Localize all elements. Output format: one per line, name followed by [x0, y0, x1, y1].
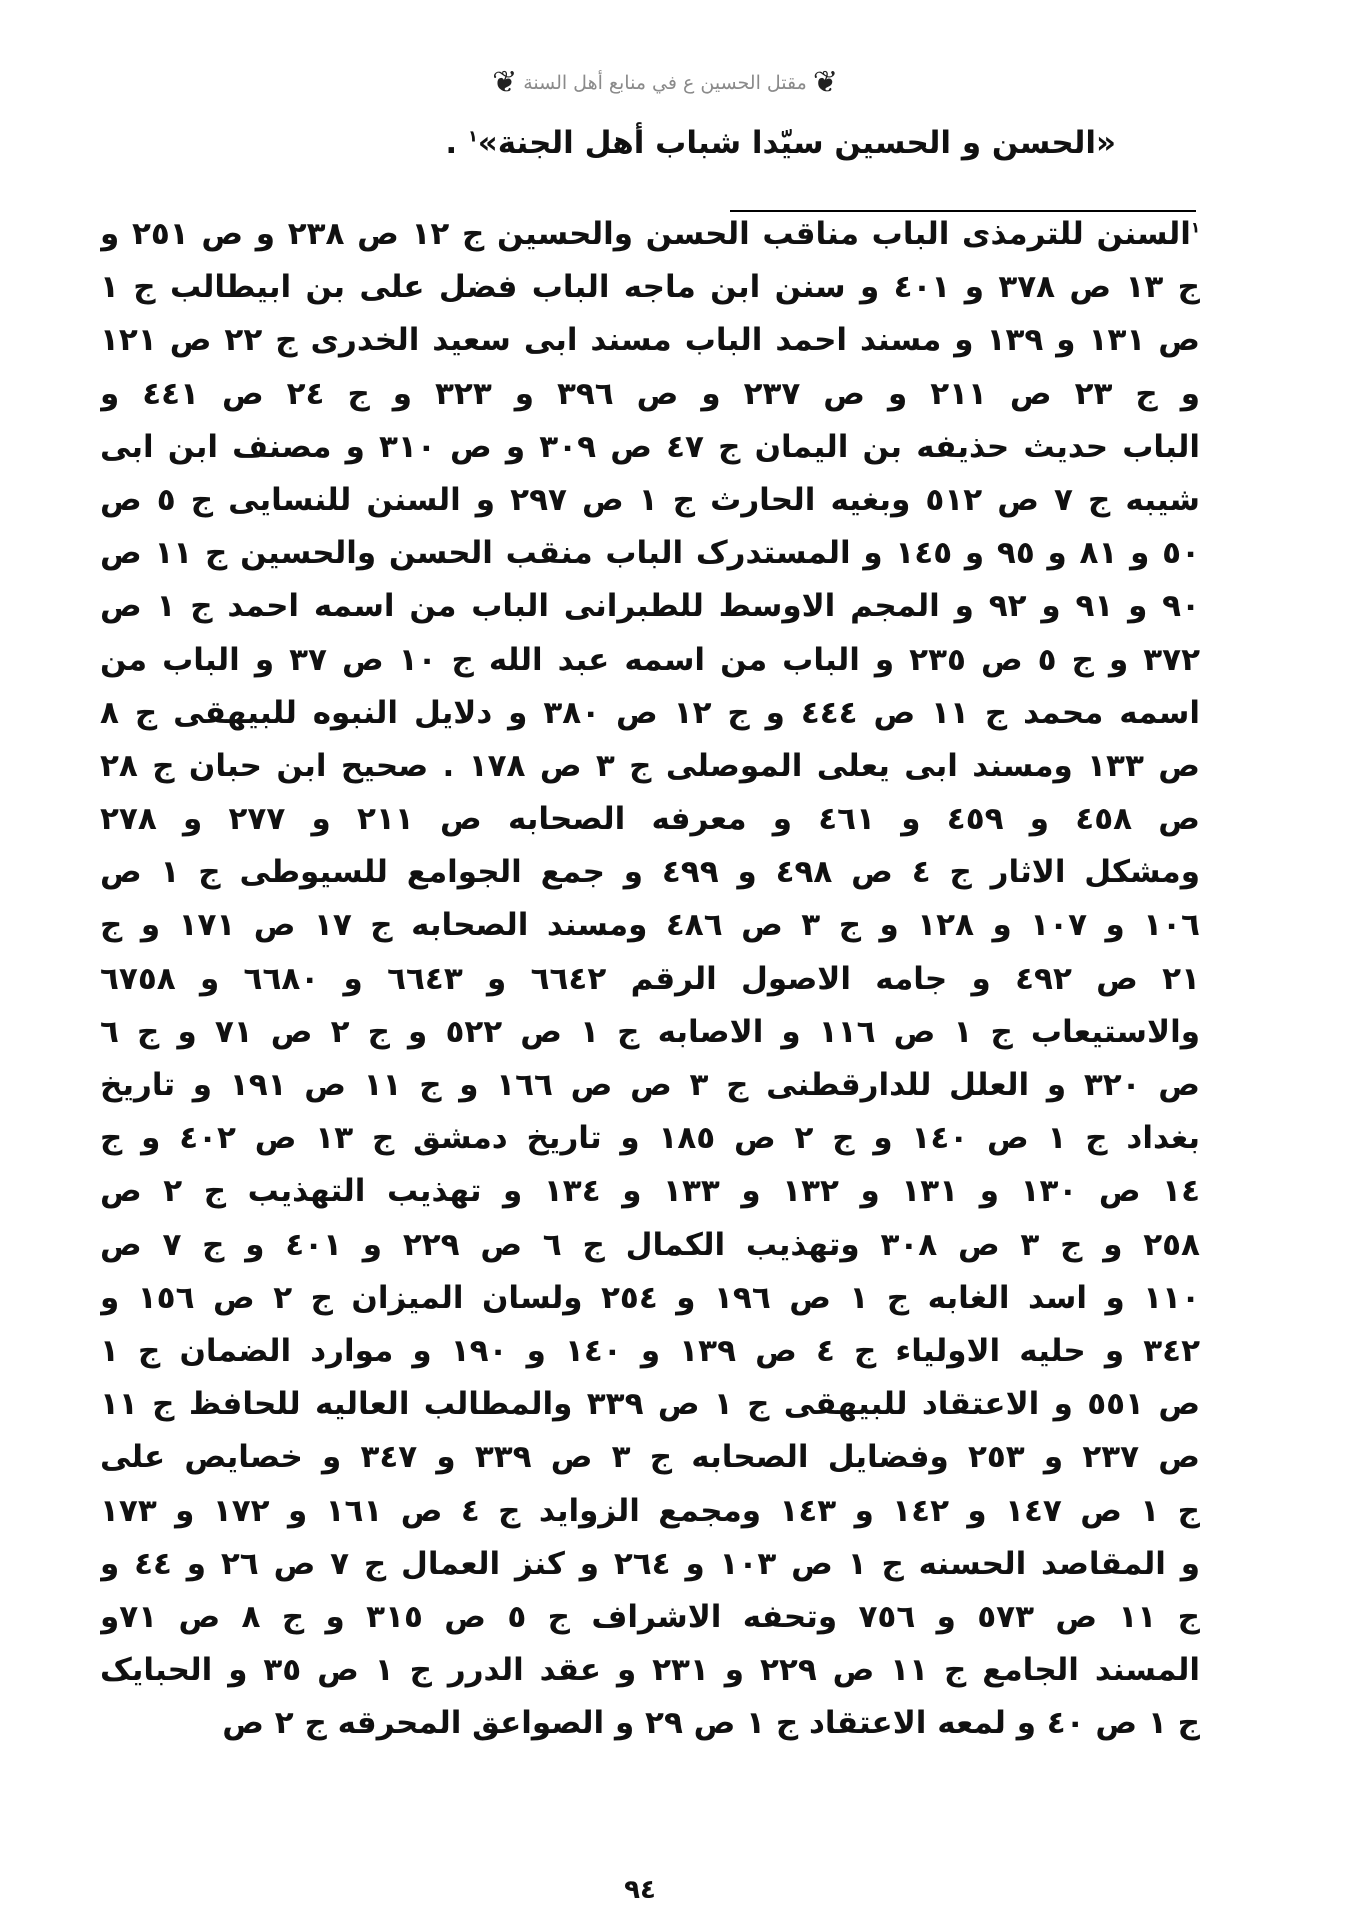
- footnote-line-text: ٩٠ و ٩١ و ٩٢ و المجم الاوسط للطبرانی الباب من اسمه احمد ج ١ ص: [100, 588, 1200, 625]
- footnote-line-text: ج ١ ص ٤٠ و لمعه الاعتقاد ج ١ ص ٢٩ و الصواعق المحرقه ج ٢ ص: [222, 1705, 1200, 1742]
- arabesque-ornament-icon: ❦: [492, 65, 518, 100]
- footnote-block: [100, 208, 1200, 1750]
- footnote-line: [100, 1059, 1200, 1112]
- footnote-line: [100, 1644, 1200, 1697]
- footnote-line-text: ١١٠ و اسد الغابه ج ١ ص ١٩٦ و ٢٥٤ ولسان المیزان ج ٢ ص ١٥٦ و: [100, 1279, 1200, 1316]
- footnote-line: [100, 1697, 1200, 1750]
- footnote-line-text: الباب حدیث حذیفه بن الیمان ج ٤٧ ص ٣٠٩ و ص ٣١٠ و مصنف ابن ابی: [100, 428, 1200, 465]
- footnote-reference: ١: [467, 126, 478, 146]
- footnote-line-text: السنن للترمذی الباب مناقب الحسن والحسین ج ١٢ ص ٢٣٨ و ص ٢٥١ و: [100, 216, 1191, 252]
- footnote-line-text: بغداد ج ١ ص ١٤٠ و ج ٢ ص ١٨٥ و تاریخ دمشق ج ١٣ ص ٤٠٢ و ج: [100, 1120, 1200, 1157]
- footnote-line: [100, 527, 1200, 580]
- running-header-title: مقتل الحسين ع في منابع أهل السنة: [523, 72, 807, 94]
- running-header: [430, 64, 900, 102]
- footnote-line: [100, 1431, 1200, 1484]
- footnote-line: [100, 1378, 1200, 1431]
- footnote-line-text: ص ٢٣٧ و ٢٥٣ وفضایل الصحابه ج ٣ ص ٣٣٩ و ٣٤٧ و خصایص علی: [100, 1439, 1200, 1476]
- hadith-quote: «الحسن و الحسين سيّدا شباب أهل الجنة»: [477, 125, 1116, 161]
- footnote-line-text: ص ٣٢٠ و العلل للدارقطنی ج ٣ ص ص ١٦٦ و ج ١١ ص ١٩١ و تاریخ: [100, 1067, 1200, 1103]
- footnote-line-text: ص ٥٥١ و الاعتقاد للبیهقی ج ١ ص ٣٣٩ والمطالب العالیه للحافظ ج ١١: [100, 1386, 1200, 1423]
- footnote-line: [100, 1112, 1200, 1165]
- footnote-line: [100, 368, 1200, 421]
- footnote-line-text: ج ١ ص ١٤٧ و ١٤٢ و ١٤٣ ومجمع الزواید ج ٤ ص ١٦١ و ١٧٢ و ١٧٣: [100, 1492, 1200, 1529]
- hadith-quote-line: [416, 118, 1116, 168]
- footnote-line: [100, 208, 1200, 261]
- footnote-line: [100, 1591, 1200, 1644]
- footnote-line-text: و ج ٢٣ ص ٢١١ و ص ٢٣٧ و ص ٣٩٦ و ٣٢٣ و ج ٢٤ ص ٤٤١ و: [100, 375, 1200, 412]
- footnote-line: [100, 846, 1200, 899]
- footnote-line-text: ٢٥٨ و ج ٣ ص ٣٠٨ وتهذیب الکمال ج ٦ ص ٢٢٩ و ٤٠١ و ج ٧ ص: [100, 1226, 1200, 1263]
- footnote-line-text: والاستیعاب ج ١ ص ١١٦ و الاصابه ج ١ ص ٥٢٢ و ج ٢ ص ٧١ و ج ٦: [100, 1013, 1200, 1050]
- footnote-line: [100, 793, 1200, 846]
- footnote-line: [100, 740, 1200, 793]
- footnote-line-text: المسند الجامع ج ١١ ص ٢٢٩ و ٢٣١ و عقد الدرر ج ١ ص ٣٥ و الحبایک: [100, 1652, 1200, 1689]
- footnote-line-text: ومشکل الاثار ج ٤ ص ٤٩٨ و ٤٩٩ و جمع الجوامع للسیوطی ج ١ ص: [100, 854, 1200, 891]
- footnote-line: [100, 899, 1200, 952]
- footnote-line: [100, 1006, 1200, 1059]
- arabesque-ornament-icon: ❦: [812, 65, 838, 100]
- footnote-line: [100, 634, 1200, 687]
- footnote-line-text: ج ١٣ ص ٣٧٨ و ٤٠١ و سنن ابن ماجه الباب فضل علی بن ابیطالب ج ١: [100, 269, 1200, 306]
- footnote-line: [100, 687, 1200, 740]
- footnote-line-text: ٥٠ و ٨١ و ٩٥ و ١٤٥ و المستدرک الباب منقب الحسن والحسین ج ١١ ص: [100, 535, 1200, 572]
- footnote-line: [100, 474, 1200, 527]
- footnote-line-text: اسمه محمد ج ١١ ص ٤٤٤ و ج ١٢ ص ٣٨٠ و دلایل النبوه للبیهقی ج ٨: [100, 694, 1200, 731]
- footnote-line-text: ٣٤٢ و حلیه الاولیاء ج ٤ ص ١٣٩ و ١٤٠ و ١٩٠ و موارد الضمان ج ١: [100, 1332, 1200, 1369]
- footnote-line-text: ١٠٦ و ١٠٧ و ١٢٨ و ج ٣ ص ٤٨٦ ومسند الصحابه ج ١٧ ص ١٧١ و ج: [100, 907, 1200, 944]
- footnote-line: [100, 1485, 1200, 1538]
- footnote-marker: ١: [1190, 218, 1200, 237]
- footnote-line: [100, 1272, 1200, 1325]
- footnote-line: [100, 314, 1200, 367]
- footnote-line: [100, 261, 1200, 314]
- footnote-line: [100, 580, 1200, 633]
- footnote-line-text: ١٤ ص ١٣٠ و ١٣١ و ١٣٢ و ١٣٣ و ١٣٤ و تهذیب التهذیب ج ٢ ص: [100, 1173, 1200, 1210]
- footnote-line: [100, 1325, 1200, 1378]
- footnote-line-text: ج ١١ ص ٥٧٣ و ٧٥٦ وتحفه الاشراف ج ٥ ص ٣١٥ و ج ٨ ص ٧١و: [100, 1598, 1200, 1635]
- footnote-line: [100, 421, 1200, 474]
- footnote-line-text: و المقاصد الحسنه ج ١ ص ١٠٣ و ٢٦٤ و کنز العمال ج ٧ ص ٢٦ و ٤٤ و: [100, 1545, 1200, 1582]
- footnote-line: [100, 953, 1200, 1006]
- footnote-line-text: ص ١٣٣ ومسند ابی یعلی الموصلی ج ٣ ص ١٧٨ . صحیح ابن حبان ج ٢٨: [100, 747, 1200, 784]
- quote-end-punctuation: .: [445, 125, 468, 161]
- footnote-line-text: ٣٧٢ و ج ٥ ص ٢٣٥ و الباب من اسمه عبد الله ج ١٠ ص ٣٧ و الباب من: [100, 641, 1200, 678]
- footnote-line-text: ص ٤٥٨ و ٤٥٩ و ٤٦١ و معرفه الصحابه ص ٢١١ و ٢٧٧ و ٢٧٨: [100, 801, 1200, 838]
- footnote-line: [100, 1165, 1200, 1218]
- footnote-line: [100, 1538, 1200, 1591]
- footnote-line: [100, 1219, 1200, 1272]
- page-number: ٩٤: [624, 1875, 656, 1905]
- footnote-line-text: ٢١ ص ٤٩٢ و جامه الاصول الرقم ٦٦٤٢ و ٦٦٤٣ و ٦٦٨٠ و ٦٧٥٨: [100, 960, 1200, 997]
- footnote-line-text: شیبه ج ٧ ص ٥١٢ وبغیه الحارث ج ١ ص ٢٩٧ و السنن للنسایی ج ٥ ص: [100, 481, 1200, 518]
- footnote-line-text: ص ١٣١ و ١٣٩ و مسند احمد الباب مسند ابی سعید الخدری ج ٢٢ ص ١٢١: [100, 322, 1200, 359]
